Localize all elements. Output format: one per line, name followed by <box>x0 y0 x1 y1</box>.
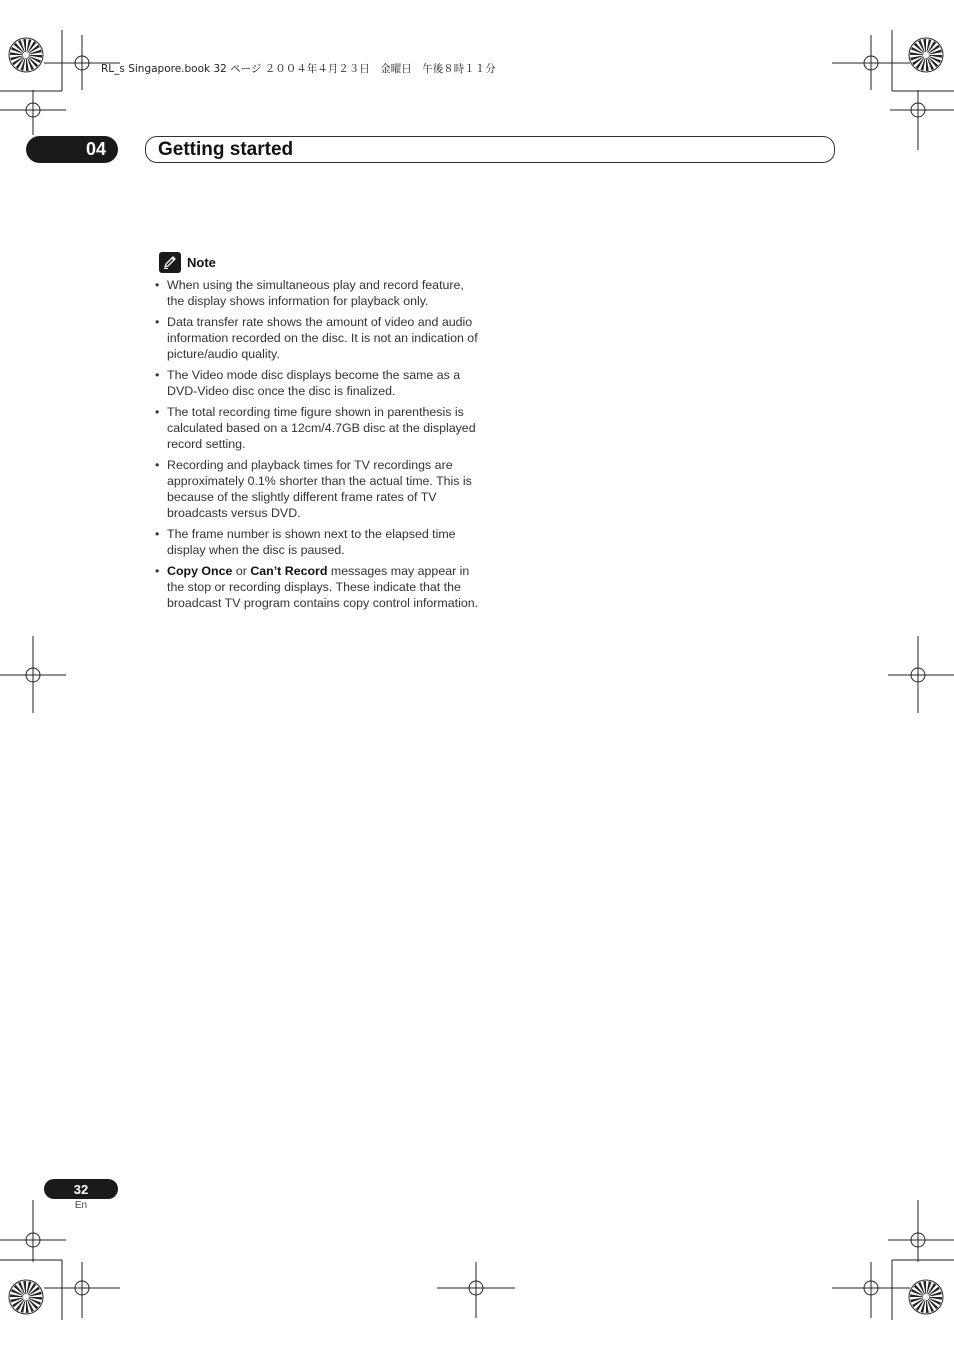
note-item: • Data transfer rate shows the amount of video and audio information recorded on the disc. It is not an indication of picture/audio quality. <box>155 314 480 362</box>
note-label: Note <box>187 255 216 270</box>
note-list <box>155 277 480 616</box>
file-header: RL_s Singapore.book 32 ページ ２００４年４月２３日 金曜日 午後８時１１分 <box>101 63 496 75</box>
note-item: • When using the simultaneous play and record feature, the display shows information for playback only. <box>155 277 480 309</box>
starburst-mark <box>909 38 943 72</box>
note-item <box>155 563 480 611</box>
note-join: or <box>232 564 251 578</box>
note-rest: messages may appear in the stop or recording displays. These indicate that the broadcast TV program contains copy control information. <box>167 564 479 610</box>
note-heading <box>159 252 216 273</box>
note-item: • The Video mode disc displays become the same as a DVD-Video disc once the disc is finalized. <box>155 367 480 399</box>
note-item: • The frame number is shown next to the elapsed time display when the disc is paused. <box>155 526 480 558</box>
section-title: Getting started <box>158 138 294 160</box>
chapter-number-tab: 04 <box>26 136 118 163</box>
starburst-mark <box>909 1280 943 1314</box>
pencil-icon <box>159 252 181 273</box>
copy-once-term: Copy Once <box>167 564 233 578</box>
section-title-bar <box>145 136 835 163</box>
starburst-mark <box>9 38 43 72</box>
language-code: En <box>74 1200 88 1211</box>
cant-record-term: Can’t Record <box>250 564 328 578</box>
page-number: 32 <box>44 1179 118 1199</box>
note-item: • Recording and playback times for TV recordings are approximately 0.1% shorter than the actual time. This is because of the slightly different frame rates of TV broadcasts versus DVD. <box>155 457 480 521</box>
note-item: • The total recording time figure shown in parenthesis is calculated based on a 12cm/4.7GB disc at the displayed record setting. <box>155 404 480 452</box>
starburst-mark <box>9 1280 43 1314</box>
